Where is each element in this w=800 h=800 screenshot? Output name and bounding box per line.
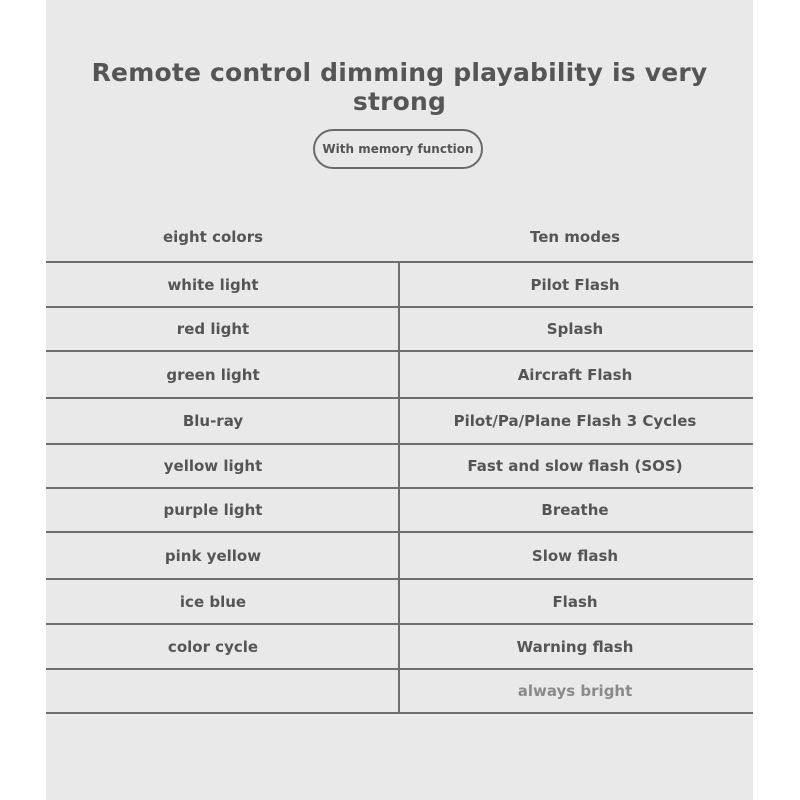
mode-cell: Warning flash	[516, 637, 634, 656]
mode-cell: Breathe	[541, 501, 609, 519]
content-panel	[46, 0, 753, 800]
color-cell: pink yellow	[164, 546, 262, 565]
color-cell: purple light	[163, 501, 263, 519]
color-cell	[46, 670, 380, 712]
mode-cell: Aircraft Flash	[517, 365, 633, 384]
header-eight-colors: eight colors	[162, 228, 264, 246]
page-title: Remote control dimming playability is very strong	[91, 58, 708, 116]
color-cell: Blu-ray	[182, 412, 244, 430]
color-cell: green light	[166, 365, 260, 384]
mode-cell: Pilot/Pa/Plane Flash 3 Cycles	[453, 412, 697, 430]
mode-cell: always bright	[517, 682, 633, 700]
color-cell: white light	[167, 275, 259, 294]
mode-cell: Flash	[552, 592, 598, 611]
color-cell: yellow light	[163, 457, 263, 475]
memory-function-badge: With memory function	[313, 129, 483, 169]
color-cell: ice blue	[179, 592, 247, 611]
header-ten-modes: Ten modes	[529, 228, 621, 246]
color-cell: color cycle	[167, 637, 259, 656]
mode-cell: Fast and slow flash (SOS)	[467, 457, 683, 475]
mode-cell: Slow flash	[531, 546, 619, 565]
mode-cell: Splash	[546, 320, 604, 338]
mode-cell: Pilot Flash	[530, 275, 620, 294]
color-cell: red light	[176, 320, 250, 338]
